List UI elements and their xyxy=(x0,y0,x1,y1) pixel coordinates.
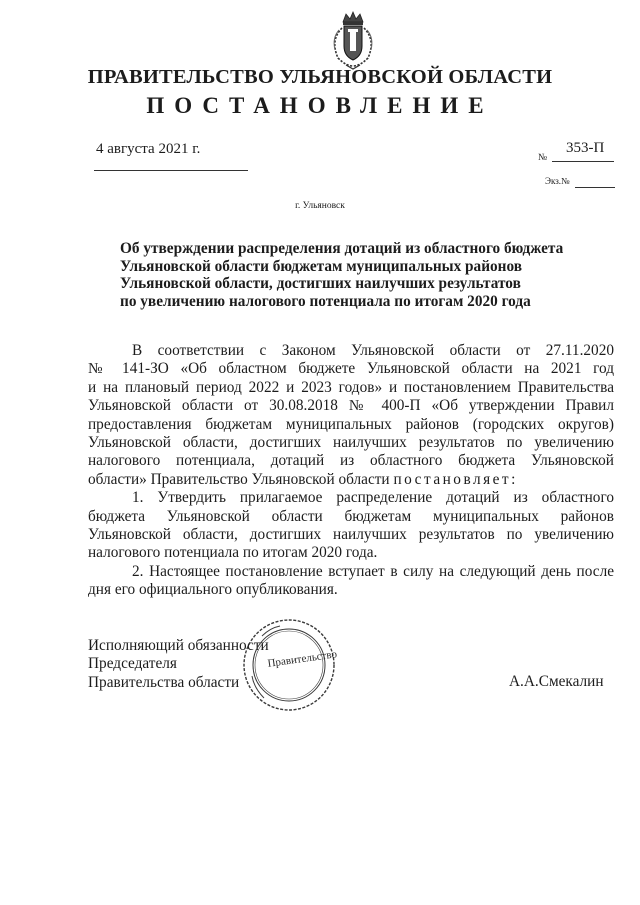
paragraph-text: области» Правительство Ульяновской области xyxy=(88,470,390,488)
document-date: 4 августа 2021 г. xyxy=(96,141,201,157)
government-title: ПРАВИТЕЛЬСТВО УЛЬЯНОВСКОЙ ОБЛАСТИ xyxy=(87,66,553,88)
item-line: дня его официального опубликования. xyxy=(88,581,338,599)
paragraph-line: В соответствии с Законом Ульяновской области от 27.11.2020 xyxy=(132,342,614,359)
subject-line: Ульяновской области бюджетам муниципальных районов xyxy=(120,257,523,275)
subject-line: Об утверждении распределения дотаций из областного бюджета xyxy=(120,240,564,257)
copy-number-label: Экз.№ xyxy=(545,176,570,186)
official-seal xyxy=(240,616,338,714)
item-line: 1. Утвердить прилагаемое распределение дотаций из областного xyxy=(132,489,614,507)
paragraph-line: предоставления бюджетам муниципальных районов (городских округов) xyxy=(88,415,614,433)
coat-of-arms-icon xyxy=(324,10,382,72)
document-body xyxy=(88,342,614,599)
paragraph-line: № 141-ЗО «Об областном бюджете Ульяновской области на 2021 год xyxy=(88,360,614,378)
position-line: Правительства области xyxy=(88,673,240,691)
paragraph-line: налогового потенциала, дотаций из областного бюджета Ульяновской xyxy=(88,452,614,470)
paragraph-line: Ульяновской области от 30.08.2018 № 400-П «Об утверждении Правил xyxy=(88,397,614,415)
decree-word: постановляет: xyxy=(393,470,518,488)
item-line: бюджета Ульяновской области бюджетам муниципальных районов xyxy=(88,507,614,525)
document-subject xyxy=(120,240,564,310)
item-line: Ульяновской области, достигших наилучших результатов по увеличению xyxy=(88,525,614,543)
item-line: 2. Настоящее постановление вступает в силу на следующий день после xyxy=(132,562,614,580)
document-number: 353-П xyxy=(566,140,605,156)
number-sign: № xyxy=(538,153,548,163)
signatory-name: А.А.Смекалин xyxy=(509,673,604,690)
position-line: Исполняющий обязанности xyxy=(88,637,269,654)
item-line: налогового потенциала по итогам 2020 года. xyxy=(88,544,378,562)
position-line: Председателя xyxy=(88,655,177,673)
date-underline xyxy=(94,170,248,171)
seal-text: Правительство xyxy=(266,648,338,670)
city-label: г. Ульяновск xyxy=(295,201,345,211)
paragraph-line: и на плановый период 2022 и 2023 годов» и постановлением Правительства xyxy=(88,378,614,396)
subject-line: Ульяновской области, достигших наилучших результатов xyxy=(120,275,521,292)
number-underline xyxy=(552,161,614,162)
copy-number-underline xyxy=(575,187,615,188)
subject-line: по увеличению налогового потенциала по итогам 2020 года xyxy=(120,292,531,310)
paragraph-line xyxy=(88,471,614,489)
document-type: ПОСТАНОВЛЕНИЕ xyxy=(146,93,494,118)
paragraph-line: Ульяновской области, достигших наилучших результатов по увеличению xyxy=(88,433,614,451)
